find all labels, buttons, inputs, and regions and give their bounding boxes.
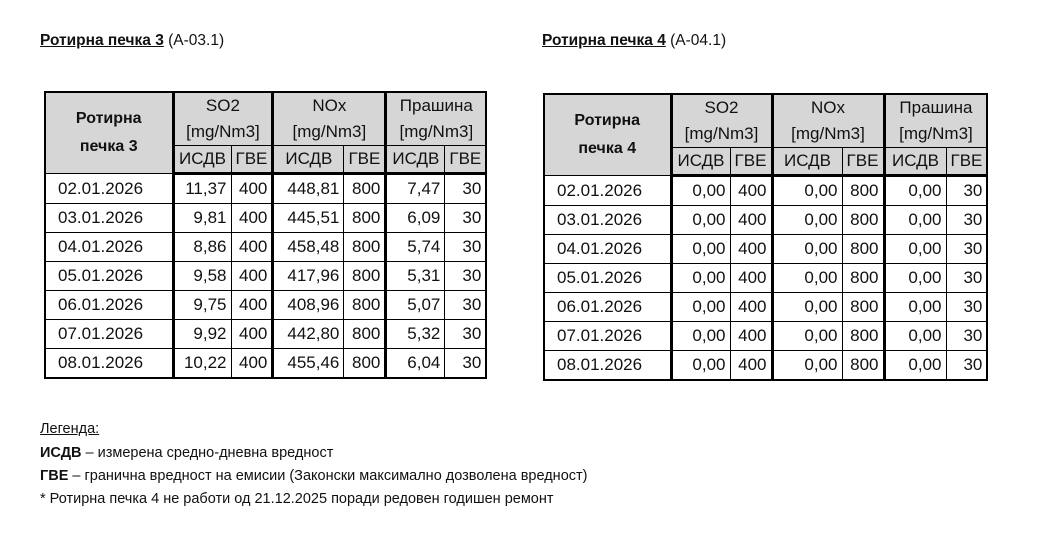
dust-isdv-cell: 6,09 xyxy=(386,204,445,233)
so2-gve-cell: 400 xyxy=(730,322,772,351)
dust-isdv-cell: 0,00 xyxy=(884,264,946,293)
dust-isdv-cell: 5,74 xyxy=(386,233,445,262)
table-row xyxy=(45,204,486,233)
dust-isdv-cell: 0,00 xyxy=(884,235,946,264)
subcol-gve: ГВЕ xyxy=(445,146,486,174)
pollutant-unit: [mg/Nm3] xyxy=(399,122,474,141)
dust-isdv-cell: 5,32 xyxy=(386,320,445,349)
so2-isdv-cell: 9,92 xyxy=(173,320,231,349)
legend-heading: Легенда: xyxy=(40,421,100,437)
date-cell: 02.01.2026 xyxy=(544,176,671,206)
header-row-groups xyxy=(45,92,486,146)
so2-gve-cell: 400 xyxy=(730,264,772,293)
subcol-isdv: ИСДВ xyxy=(671,148,730,176)
dust-gve-cell: 30 xyxy=(445,291,486,320)
nox-isdv-cell: 417,96 xyxy=(273,262,344,291)
nox-gve-cell: 800 xyxy=(842,206,884,235)
so2-gve-cell: 400 xyxy=(231,204,273,233)
dust-isdv-cell: 0,00 xyxy=(884,351,946,381)
stub-line-1: Ротирна xyxy=(574,112,641,129)
nox-isdv-cell: 448,81 xyxy=(273,174,344,204)
pollutant-header xyxy=(173,92,273,146)
kiln-3-title-name: Ротирна печка 3 xyxy=(40,32,164,49)
pollutant-name: NOx xyxy=(312,96,347,115)
date-cell: 02.01.2026 xyxy=(45,174,173,204)
pollutant-header xyxy=(386,92,486,146)
table-row xyxy=(544,351,987,381)
subcol-gve: ГВЕ xyxy=(946,148,987,176)
so2-isdv-cell: 9,58 xyxy=(173,262,231,291)
nox-gve-cell: 800 xyxy=(344,204,386,233)
so2-gve-cell: 400 xyxy=(730,235,772,264)
date-cell: 03.01.2026 xyxy=(544,206,671,235)
kiln-3-emissions-table xyxy=(44,91,487,379)
stub-line-1: Ротирна xyxy=(75,110,142,127)
dust-gve-cell: 30 xyxy=(946,235,987,264)
legend-gve xyxy=(40,468,587,484)
subcol-isdv: ИСДВ xyxy=(386,146,445,174)
dust-gve-cell: 30 xyxy=(946,206,987,235)
dust-gve-cell: 30 xyxy=(445,233,486,262)
dust-gve-cell: 30 xyxy=(445,349,486,379)
pollutant-unit: [mg/Nm3] xyxy=(684,124,759,143)
table-row xyxy=(45,174,486,204)
table-row xyxy=(45,349,486,379)
stub-line-2: печка 4 xyxy=(578,140,637,157)
table-body xyxy=(544,176,987,381)
so2-gve-cell: 400 xyxy=(231,233,273,262)
nox-gve-cell: 800 xyxy=(344,233,386,262)
date-cell: 03.01.2026 xyxy=(45,204,173,233)
dust-gve-cell: 30 xyxy=(445,262,486,291)
table-row xyxy=(544,206,987,235)
so2-isdv-cell: 10,22 xyxy=(173,349,231,379)
legend-isdv xyxy=(40,445,333,461)
pollutant-name: Прашина xyxy=(899,98,973,117)
dust-isdv-cell: 0,00 xyxy=(884,176,946,206)
subcol-isdv: ИСДВ xyxy=(273,146,344,174)
nox-isdv-cell: 0,00 xyxy=(772,235,842,264)
table-row xyxy=(544,264,987,293)
table-row xyxy=(544,176,987,206)
dust-isdv-cell: 0,00 xyxy=(884,206,946,235)
so2-isdv-cell: 0,00 xyxy=(671,293,730,322)
nox-isdv-cell: 442,80 xyxy=(273,320,344,349)
pollutant-name: Прашина xyxy=(399,96,473,115)
date-cell: 06.01.2026 xyxy=(45,291,173,320)
dust-gve-cell: 30 xyxy=(946,322,987,351)
nox-isdv-cell: 0,00 xyxy=(772,322,842,351)
so2-isdv-cell: 9,75 xyxy=(173,291,231,320)
date-cell: 07.01.2026 xyxy=(45,320,173,349)
nox-isdv-cell: 0,00 xyxy=(772,264,842,293)
kiln-3-title-code: (A-03.1) xyxy=(168,32,225,49)
pollutant-header xyxy=(273,92,386,146)
dust-isdv-cell: 6,04 xyxy=(386,349,445,379)
date-cell: 04.01.2026 xyxy=(544,235,671,264)
subcol-isdv: ИСДВ xyxy=(173,146,231,174)
nox-gve-cell: 800 xyxy=(344,262,386,291)
stub-header xyxy=(544,94,671,176)
table-row xyxy=(45,320,486,349)
legend-isdv-term: ИСДВ xyxy=(40,445,82,461)
stub-header xyxy=(45,92,173,174)
legend-note: * Ротирна печка 4 не работи од 21.12.2025 поради редовен годишен ремонт xyxy=(40,491,554,507)
so2-isdv-cell: 0,00 xyxy=(671,235,730,264)
header-row-groups xyxy=(544,94,987,148)
pollutant-header xyxy=(671,94,772,148)
so2-gve-cell: 400 xyxy=(231,262,273,291)
dust-isdv-cell: 0,00 xyxy=(884,322,946,351)
nox-gve-cell: 800 xyxy=(842,176,884,206)
kiln-4-title-name: Ротирна печка 4 xyxy=(542,32,666,49)
dust-gve-cell: 30 xyxy=(946,176,987,206)
pollutant-header xyxy=(772,94,884,148)
subcol-gve: ГВЕ xyxy=(344,146,386,174)
subcol-gve: ГВЕ xyxy=(231,146,273,174)
date-cell: 06.01.2026 xyxy=(544,293,671,322)
so2-isdv-cell: 0,00 xyxy=(671,322,730,351)
subcol-isdv: ИСДВ xyxy=(884,148,946,176)
nox-isdv-cell: 0,00 xyxy=(772,293,842,322)
nox-isdv-cell: 0,00 xyxy=(772,206,842,235)
dust-isdv-cell: 5,07 xyxy=(386,291,445,320)
so2-gve-cell: 400 xyxy=(730,176,772,206)
nox-gve-cell: 800 xyxy=(842,351,884,381)
table-header xyxy=(544,94,987,176)
nox-isdv-cell: 0,00 xyxy=(772,351,842,381)
date-cell: 05.01.2026 xyxy=(544,264,671,293)
pollutant-unit: [mg/Nm3] xyxy=(791,124,865,143)
so2-gve-cell: 400 xyxy=(730,206,772,235)
nox-isdv-cell: 445,51 xyxy=(273,204,344,233)
table-body xyxy=(45,174,486,379)
table-row xyxy=(45,233,486,262)
date-cell: 08.01.2026 xyxy=(45,349,173,379)
subcol-isdv: ИСДВ xyxy=(772,148,842,176)
so2-isdv-cell: 11,37 xyxy=(173,174,231,204)
nox-gve-cell: 800 xyxy=(344,349,386,379)
table-row xyxy=(45,262,486,291)
so2-gve-cell: 400 xyxy=(231,174,273,204)
legend-isdv-text: – измерена средно-дневна вредност xyxy=(81,445,334,461)
nox-gve-cell: 800 xyxy=(842,322,884,351)
so2-isdv-cell: 0,00 xyxy=(671,176,730,206)
subcol-gve: ГВЕ xyxy=(730,148,772,176)
so2-isdv-cell: 0,00 xyxy=(671,264,730,293)
subcol-gve: ГВЕ xyxy=(842,148,884,176)
nox-gve-cell: 800 xyxy=(344,291,386,320)
nox-gve-cell: 800 xyxy=(344,174,386,204)
nox-gve-cell: 800 xyxy=(842,235,884,264)
so2-gve-cell: 400 xyxy=(730,351,772,381)
so2-isdv-cell: 0,00 xyxy=(671,206,730,235)
table-row xyxy=(544,235,987,264)
dust-gve-cell: 30 xyxy=(946,351,987,381)
kiln-4-title-code: (A-04.1) xyxy=(670,32,727,49)
date-cell: 07.01.2026 xyxy=(544,322,671,351)
so2-gve-cell: 400 xyxy=(231,291,273,320)
date-cell: 04.01.2026 xyxy=(45,233,173,262)
table-row xyxy=(544,293,987,322)
so2-gve-cell: 400 xyxy=(231,349,273,379)
nox-gve-cell: 800 xyxy=(842,264,884,293)
dust-gve-cell: 30 xyxy=(946,293,987,322)
dust-isdv-cell: 5,31 xyxy=(386,262,445,291)
date-cell: 05.01.2026 xyxy=(45,262,173,291)
nox-isdv-cell: 458,48 xyxy=(273,233,344,262)
pollutant-header xyxy=(884,94,987,148)
nox-gve-cell: 800 xyxy=(344,320,386,349)
nox-gve-cell: 800 xyxy=(842,293,884,322)
dust-gve-cell: 30 xyxy=(946,264,987,293)
stub-line-2: печка 3 xyxy=(79,138,138,155)
dust-gve-cell: 30 xyxy=(445,174,486,204)
so2-gve-cell: 400 xyxy=(231,320,273,349)
dust-gve-cell: 30 xyxy=(445,320,486,349)
dust-isdv-cell: 7,47 xyxy=(386,174,445,204)
legend-gve-term: ГВЕ xyxy=(40,468,69,484)
nox-isdv-cell: 455,46 xyxy=(273,349,344,379)
kiln-4-title xyxy=(542,32,726,50)
table-row xyxy=(45,291,486,320)
nox-isdv-cell: 408,96 xyxy=(273,291,344,320)
table-row xyxy=(544,322,987,351)
pollutant-name: SO2 xyxy=(205,96,240,115)
dust-gve-cell: 30 xyxy=(445,204,486,233)
so2-isdv-cell: 9,81 xyxy=(173,204,231,233)
so2-isdv-cell: 8,86 xyxy=(173,233,231,262)
nox-isdv-cell: 0,00 xyxy=(772,176,842,206)
so2-isdv-cell: 0,00 xyxy=(671,351,730,381)
pollutant-unit: [mg/Nm3] xyxy=(292,122,367,141)
legend-gve-text: – гранична вредност на емисии (Законски максимално дозволена вредност) xyxy=(68,468,588,484)
pollutant-name: SO2 xyxy=(704,98,739,117)
pollutant-unit: [mg/Nm3] xyxy=(186,122,260,141)
kiln-3-title xyxy=(40,32,224,50)
pollutant-unit: [mg/Nm3] xyxy=(899,124,973,143)
dust-isdv-cell: 0,00 xyxy=(884,293,946,322)
kiln-4-emissions-table xyxy=(543,93,988,381)
pollutant-name: NOx xyxy=(811,98,845,117)
so2-gve-cell: 400 xyxy=(730,293,772,322)
date-cell: 08.01.2026 xyxy=(544,351,671,381)
table-header xyxy=(45,92,486,174)
